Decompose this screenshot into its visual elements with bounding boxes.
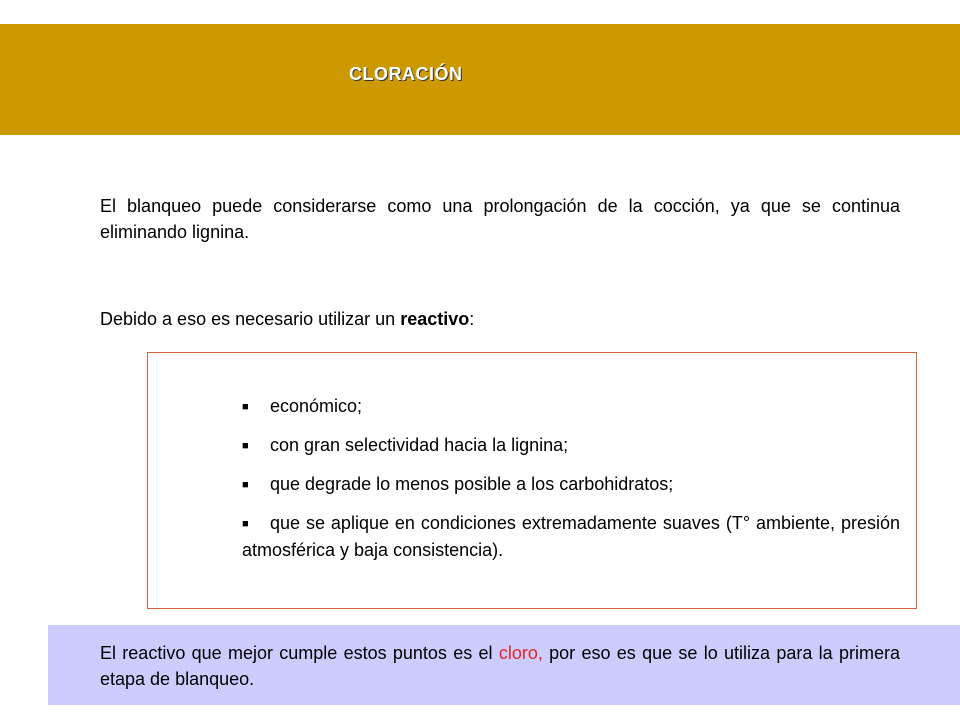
list-item	[242, 510, 900, 563]
reagent-lead: Debido a eso es necesario utilizar un	[100, 309, 401, 329]
intro-paragraph: El blanqueo puede considerarse como una prolongación de la cocción, ya que se continua eliminando lignina.	[100, 196, 900, 242]
conclusion-paragraph	[100, 640, 900, 692]
header-bar	[0, 24, 960, 135]
list-item-text: que degrade lo menos posible a los carbohidratos;	[270, 474, 674, 494]
reagent-tail: :	[469, 309, 475, 329]
reagent-paragraph	[100, 306, 900, 332]
conclusion-keyword: cloro,	[498, 643, 543, 663]
reagent-keyword: reactivo	[400, 309, 470, 329]
list-item	[242, 471, 900, 498]
list-item-text: económico;	[270, 396, 363, 416]
square-bullet-icon: ■	[242, 401, 249, 413]
list-item-text: que se aplique en condiciones extremadamente suaves (T° ambiente, presión atmosférica y baja consistencia).	[242, 513, 900, 560]
slide-title: CLORACIÓN	[349, 64, 463, 84]
list-item-text: con gran selectividad hacia la lignina;	[270, 435, 569, 455]
list-item	[242, 432, 900, 459]
conclusion-lead: El reactivo que mejor cumple estos puntos es el	[100, 643, 499, 663]
list-item	[242, 393, 900, 420]
conclusion-tail: por eso es que se lo utiliza para la primera etapa de blanqueo.	[100, 643, 900, 689]
square-bullet-icon: ■	[242, 479, 249, 491]
requirements-list	[242, 393, 900, 575]
square-bullet-icon: ■	[242, 440, 249, 452]
square-bullet-icon: ■	[242, 518, 249, 530]
